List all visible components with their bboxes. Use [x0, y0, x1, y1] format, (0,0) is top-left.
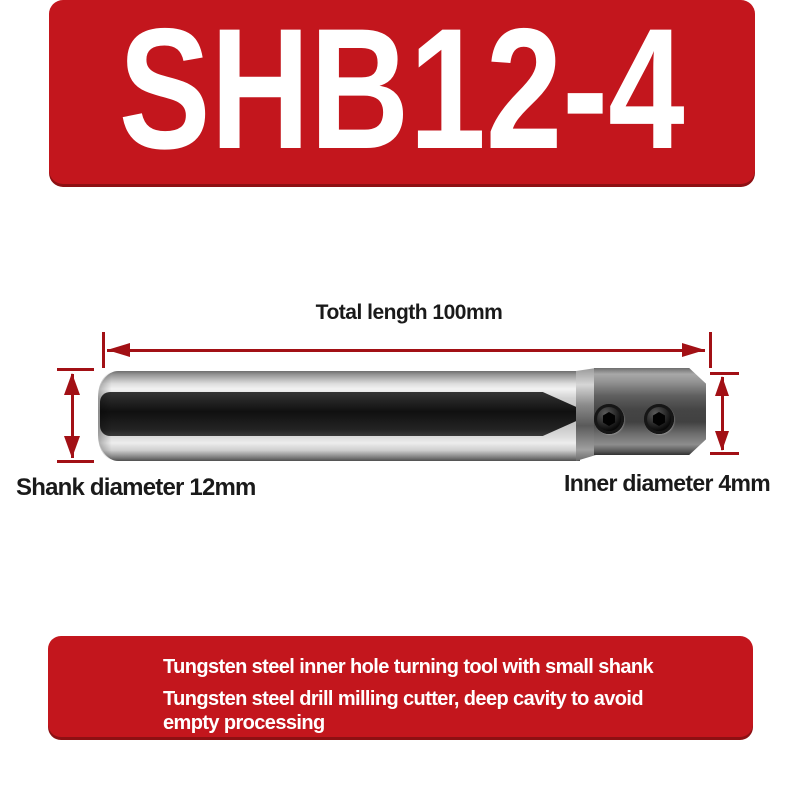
footer-line-1: Tungsten steel inner hole turning tool with small shank: [163, 656, 654, 678]
tool-shank-dark-band: [100, 392, 592, 436]
hex-socket-icon: [652, 412, 666, 426]
header-banner: [49, 0, 755, 184]
set-screw-hole-2: [644, 404, 674, 434]
hex-socket-icon: [602, 412, 616, 426]
dimension-tick: [710, 372, 739, 375]
footer-line-2: Tungsten steel drill milling cutter, deep cavity to avoid empty processing: [163, 688, 643, 734]
dimension-tick: [710, 452, 739, 455]
arrowhead-right-icon: [682, 343, 705, 357]
dimension-tick: [102, 332, 105, 368]
arrowhead-up-icon: [64, 373, 80, 395]
tool-taper: [576, 368, 596, 461]
set-screw-hole-1: [594, 404, 624, 434]
inner-diameter-label: Inner diameter 4mm: [564, 470, 770, 496]
model-title: SHB12-4: [119, 0, 685, 185]
arrowhead-down-icon: [715, 431, 729, 451]
arrowhead-left-icon: [107, 343, 130, 357]
dimension-tick: [57, 368, 94, 371]
total-length-label: Total length 100mm: [315, 301, 503, 324]
tool-shank-end-cap: [98, 371, 116, 461]
arrowhead-down-icon: [64, 436, 80, 458]
footer-description: [163, 655, 668, 735]
shank-diameter-label: Shank diameter 12mm: [16, 474, 256, 501]
dimension-tick: [57, 460, 94, 463]
dimension-tick: [709, 332, 712, 368]
arrowhead-up-icon: [715, 376, 729, 396]
footer-banner: [48, 636, 753, 737]
dimension-line: [107, 349, 705, 352]
